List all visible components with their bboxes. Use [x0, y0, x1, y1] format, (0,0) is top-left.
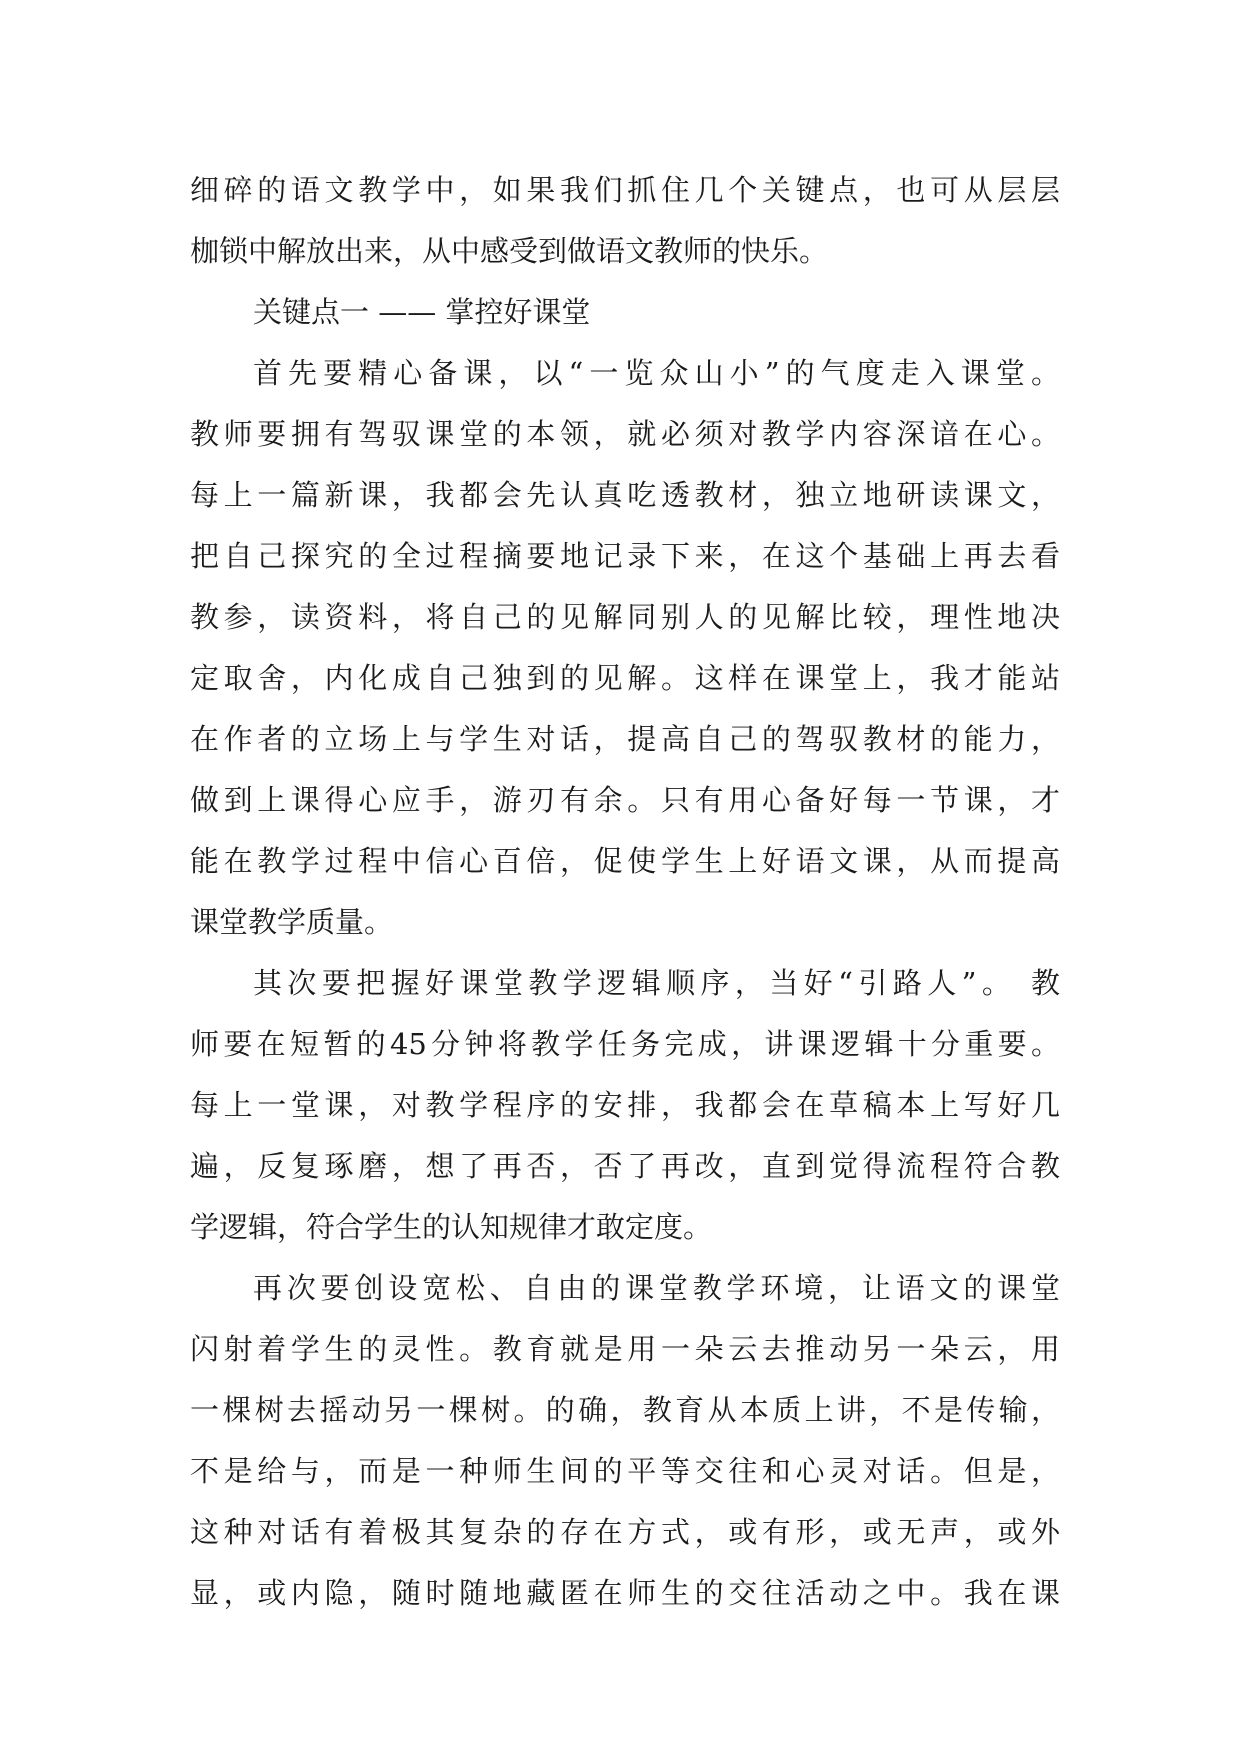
text-line: 教师要拥有驾驭课堂的本领，就必须对教学内容深谙在心。 — [190, 417, 1060, 451]
text-line: 其次要把握好课堂教学逻辑顺序，当好“引路人”。 教 — [253, 966, 1060, 1000]
text-line: 首先要精心备课，以“一览众山小”的气度走入课堂。 — [253, 356, 1060, 390]
section-heading: 关键点一 —— 掌控好课堂 — [253, 295, 591, 329]
text-line: 每上一堂课，对教学程序的安排，我都会在草稿本上写好几 — [190, 1088, 1060, 1122]
text-line: 每上一篇新课，我都会先认真吃透教材，独立地研读课文， — [190, 478, 1060, 512]
text-line: 一棵树去摇动另一棵树。的确，教育从本质上讲，不是传输， — [190, 1393, 1060, 1427]
text-line: 细碎的语文教学中，如果我们抓住几个关键点，也可从层层 — [190, 173, 1060, 207]
text-line: 这种对话有着极其复杂的存在方式，或有形，或无声，或外 — [190, 1515, 1060, 1549]
text-line: 教参，读资料，将自己的见解同别人的见解比较，理性地决 — [190, 600, 1060, 634]
text-line: 不是给与，而是一种师生间的平等交往和心灵对话。但是， — [190, 1454, 1060, 1488]
body-text — [190, 160, 1060, 1624]
text-line: 显，或内隐，随时随地藏匿在师生的交往活动之中。我在课 — [190, 1576, 1060, 1610]
text-line: 在作者的立场上与学生对话，提高自己的驾驭教材的能力， — [190, 722, 1060, 756]
text-line: 定取舍，内化成自己独到的见解。这样在课堂上，我才能站 — [190, 661, 1060, 695]
text-line: 再次要创设宽松、自由的课堂教学环境，让语文的课堂 — [253, 1271, 1060, 1305]
text-line: 枷锁中解放出来，从中感受到做语文教师的快乐。 — [190, 234, 829, 268]
text-line: 师要在短暂的45分钟将教学任务完成，讲课逻辑十分重要。 — [190, 1027, 1060, 1061]
text-line: 学逻辑，符合学生的认知规律才敢定度。 — [190, 1210, 713, 1244]
text-line: 能在教学过程中信心百倍，促使学生上好语文课，从而提高 — [190, 844, 1060, 878]
text-line: 遍，反复琢磨，想了再否，否了再改，直到觉得流程符合教 — [190, 1149, 1060, 1183]
text-line: 课堂教学质量。 — [190, 905, 394, 939]
text-line: 闪射着学生的灵性。教育就是用一朵云去推动另一朵云，用 — [190, 1332, 1060, 1366]
text-line: 把自己探究的全过程摘要地记录下来，在这个基础上再去看 — [190, 539, 1060, 573]
text-line: 做到上课得心应手，游刃有余。只有用心备好每一节课，才 — [190, 783, 1060, 817]
